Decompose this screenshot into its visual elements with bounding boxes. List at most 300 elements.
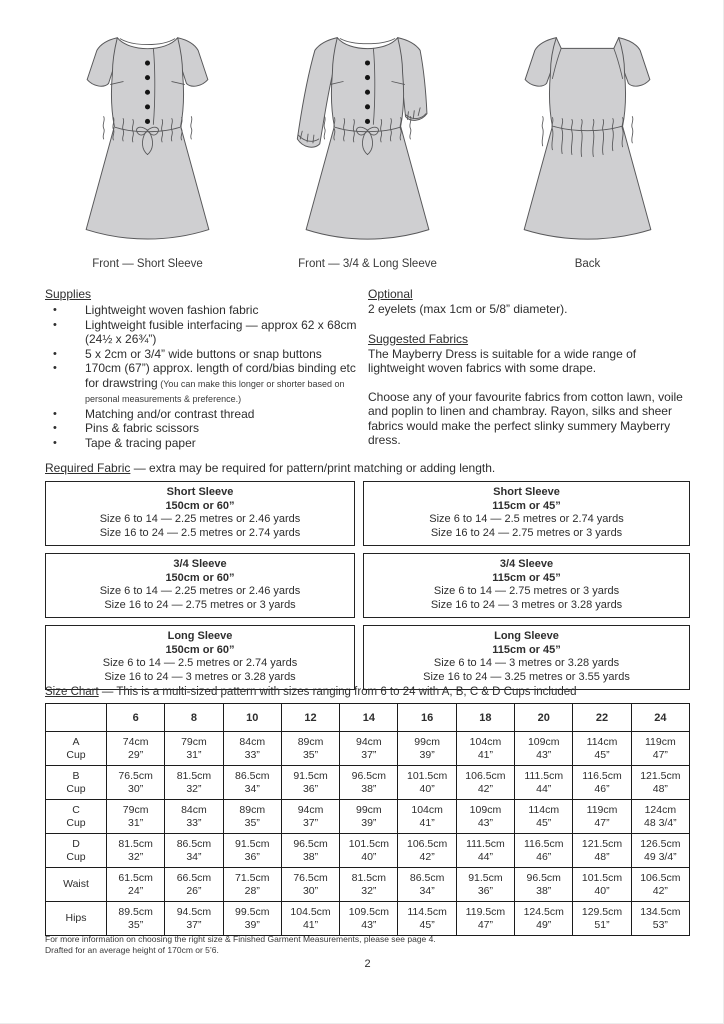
supplies-column [45,287,363,462]
dress-front-short-sleeve-illustration [55,24,240,253]
size-chart-cell-cm: 101.5cm [406,770,448,782]
size-chart-cell-cm: 74cm [122,736,149,748]
fabric-requirement-box [363,481,690,546]
bullet-icon: • [53,362,57,374]
size-chart-cell [223,766,281,800]
figure-front-long-sleeve [255,24,480,276]
suggested-fabrics-heading: Suggested Fabrics [368,331,469,346]
size-chart-cell [107,902,165,936]
size-chart-cell [223,732,281,766]
fabric-requirements-grid [45,481,690,690]
size-chart-row-label-line: A [72,736,80,748]
size-chart-cell [340,800,398,834]
size-chart-cell-cm: 114cm [528,804,560,816]
suggested-fabrics-paragraph: Choose any of your favourite fabrics from cotton lawn, voile and poplin to linen and chambray. Rayon, silks and sheer fabrics would make the perfect slinky summery Mayberry dress. [368,389,683,447]
size-chart-cell-cm: 84cm [239,736,266,748]
supplies-item-text: Lightweight fusible interfacing — approx 62 x 68cm (24½ x 26¾”) [85,317,357,346]
size-chart-cell-cm: 116.5cm [582,770,622,782]
supplies-heading: Supplies [45,287,92,301]
size-chart-cell-inches: 29” [128,748,144,761]
supplies-item-text: Tape & tracing paper [85,435,196,450]
size-chart-row [46,732,690,766]
fabric-requirement-box [45,553,355,618]
size-chart-cell-cm: 116.5cm [523,838,564,850]
size-chart-cell [398,834,456,868]
fabric-requirement-box [45,625,355,690]
size-chart-cell [515,766,573,800]
supplies-item-text: Matching and/or contrast thread [85,406,255,421]
size-chart-heading [45,686,690,698]
size-chart-cell [340,868,398,902]
fabric-box-size-line: Size 6 to 14 — 2.25 metres or 2.46 yards [99,585,301,597]
size-chart-column-header: 16 [398,704,456,732]
size-chart-cell [398,800,456,834]
page-footer [45,934,690,970]
size-chart-cell-cm: 106.5cm [640,872,681,884]
size-chart-cell [340,902,398,936]
size-chart-cell-inches: 43” [361,918,377,931]
size-chart-cell-cm: 79cm [122,804,149,816]
size-chart-cell-cm: 89cm [239,804,266,816]
size-chart-row [46,834,690,868]
size-chart-cell-inches: 30” [128,782,144,795]
fabric-box-title: Short Sleeve [166,486,234,498]
size-chart-cell-inches: 43” [477,816,494,829]
size-chart-cell [398,902,456,936]
size-chart-cell-inches: 31” [128,816,144,829]
size-chart-cell-cm: 104cm [469,736,502,748]
size-chart-cell-cm: 81.5cm [351,872,387,884]
size-chart-cell [515,834,573,868]
bullet-icon: • [53,407,57,420]
size-chart-cell-cm: 114cm [586,736,618,748]
size-chart-cell-inches: 47” [477,918,494,931]
size-chart-cell [165,834,223,868]
size-chart-cell-cm: 66.5cm [176,872,212,884]
size-chart-cell-cm: 61.5cm [118,872,153,884]
size-chart-cell-inches: 39” [244,918,260,931]
page-number: 2 [364,958,371,970]
fabric-box-size-line: Size 16 to 24 — 2.75 metres or 3 yards [104,598,296,611]
size-chart-cell [165,732,223,766]
size-chart-cell-inches: 43” [536,748,552,761]
size-chart-column-header: 24 [631,704,689,732]
size-chart-row-label-line: Cup [66,850,86,863]
size-chart-column-header: 6 [107,704,165,732]
footer-note-sizing: For more information on choosing the right size & Finished Garment Measurements, please see page 4. [45,934,436,944]
size-chart-cell-inches: 24” [128,884,144,897]
size-chart-cell-cm: 134.5cm [640,906,681,918]
size-chart-cell [340,732,398,766]
size-chart-cell-inches: 34” [244,782,260,795]
fabric-box-title: 3/4 Sleeve [499,558,554,570]
size-chart-cell-cm: 121.5cm [581,838,623,850]
bullet-icon: • [53,304,57,316]
size-chart-cell-inches: 42” [652,884,668,897]
fabric-box-title: Long Sleeve [167,630,233,642]
size-chart-cell [340,766,398,800]
size-chart-cell [631,902,689,936]
size-chart-cell-cm: 111.5cm [524,770,564,782]
size-chart-row-label [46,834,107,868]
optional-heading: Optional [368,287,413,301]
size-chart-row [46,868,690,902]
size-chart-heading-label: Size Chart [45,686,99,698]
size-chart-cell-cm: 104.5cm [290,906,331,918]
size-chart-cell-inches: 49” [536,918,552,931]
fabric-box-size-line: Size 16 to 24 — 2.5 metres or 2.74 yards [99,526,301,539]
bullet-icon: • [53,347,57,360]
size-chart-cell [281,766,339,800]
size-chart-column-header: 8 [165,704,223,732]
size-chart-cell [398,868,456,902]
required-fabric-section [45,461,690,690]
size-chart-cell-cm: 119cm [586,804,618,816]
fabric-box-size-line: Size 16 to 24 — 2.75 metres or 3 yards [430,526,623,539]
size-chart-cell [165,868,223,902]
size-chart-cell-cm: 126.5cm [640,838,681,850]
size-chart-cell-cm: 101.5cm [581,872,623,884]
required-fabric-heading [45,461,690,475]
fabric-requirement-box [45,481,355,546]
figure-caption: Front — 3/4 & Long Sleeve [298,258,437,270]
fabrics-column [368,287,690,462]
fabric-box-width: 150cm or 60” [165,571,235,584]
size-chart-cell-inches: 53” [652,918,668,931]
size-chart-cell [631,766,689,800]
size-chart-cell-inches: 47” [594,816,610,829]
size-chart-cell [515,732,573,766]
size-chart-cell-cm: 76.5cm [118,770,153,782]
size-chart-cell [107,732,165,766]
size-chart-cell-cm: 99.5cm [235,906,270,918]
fabric-box-width: 150cm or 60” [165,643,235,656]
supplies-item [45,436,363,451]
size-chart-cell-inches: 30” [302,884,319,897]
size-chart-cell-inches: 38” [302,850,319,863]
supplies-list [45,303,363,450]
size-chart-column-header: 10 [223,704,281,732]
supplies-item-text: 170cm (67”) approx. length of cord/bias binding etc for drawstring [85,361,356,390]
size-chart-cell-cm: 124.5cm [523,906,564,918]
size-chart-cell-inches: 35” [244,816,260,829]
size-chart-column-header: 22 [573,704,631,732]
size-chart-row-label-line: C [72,804,80,816]
size-chart-cell-inches: 35” [302,748,319,761]
size-chart-cell [223,902,281,936]
dress-front-long-sleeve-illustration [270,24,465,253]
size-chart-cell-cm: 104cm [411,804,443,816]
size-chart-corner-cell [46,704,107,732]
size-chart-row-label-line: Cup [66,816,86,829]
size-chart-cell [165,800,223,834]
size-chart-cell-inches: 34” [419,884,435,897]
size-chart-cell [573,766,631,800]
size-chart-row-label-line: D [72,838,80,850]
size-chart-cell-inches: 37” [186,918,202,931]
size-chart-row [46,800,690,834]
size-chart-cell [107,834,165,868]
size-chart-cell-inches: 36” [477,884,494,897]
size-chart-table [45,703,690,936]
size-chart-cell [107,766,165,800]
size-chart-row-label [46,732,107,766]
size-chart-cell-inches: 41” [419,816,435,829]
size-chart-cell [223,834,281,868]
size-chart-cell [281,834,339,868]
size-chart-cell-inches: 36” [302,782,319,795]
size-chart-row-label-line: B [72,770,80,782]
size-chart-cell-cm: 99cm [355,804,382,816]
size-chart-cell-inches: 42” [477,782,494,795]
size-chart-cell-inches: 39” [419,748,435,761]
size-chart-cell-cm: 86.5cm [409,872,445,884]
size-chart-cell-cm: 81.5cm [176,770,212,782]
fabric-box-size-line: Size 6 to 14 — 2.25 metres or 2.46 yards [99,513,301,525]
size-chart-row-label [46,868,107,902]
size-chart-cell [281,800,339,834]
size-chart-cell-inches: 32” [361,884,377,897]
size-chart-cell [456,800,514,834]
dress-back-illustration [490,24,685,253]
supplies-item [45,361,363,407]
fabric-box-size-line: Size 16 to 24 — 3.25 metres or 3.55 yards [423,670,630,683]
fabric-box-width: 115cm or 45” [492,643,561,656]
required-fabric-heading-note: — extra may be required for pattern/print matching or adding length. [130,461,496,475]
size-chart-column-header: 18 [456,704,514,732]
size-chart-cell-inches: 41” [477,748,494,761]
size-chart-cell-cm: 91.5cm [293,770,328,782]
size-chart-cell-inches: 49 3/4” [643,850,677,863]
size-chart-row-label-line: Cup [66,782,86,795]
size-chart-section [45,686,690,936]
size-chart-cell-inches: 45” [419,918,435,931]
size-chart-cell [281,868,339,902]
figure-caption: Front — Short Sleeve [92,258,203,270]
size-chart-cell [515,902,573,936]
size-chart-row-label-line: Waist [63,878,89,891]
supplies-item [45,421,363,436]
bullet-icon: • [53,422,57,434]
size-chart-cell-inches: 48” [652,782,668,795]
fabric-box-size-line: Size 6 to 14 — 2.5 metres or 2.74 yards [429,513,624,525]
size-chart-row [46,902,690,936]
size-chart-cell-inches: 33” [186,816,202,829]
size-chart-cell [107,868,165,902]
size-chart-cell [573,868,631,902]
size-chart-cell-cm: 89cm [297,736,324,748]
size-chart-cell [165,902,223,936]
supplies-item-text: Lightweight woven fashion fabric [85,303,259,317]
size-chart-cell-cm: 94.5cm [176,906,212,918]
size-chart-cell [573,902,631,936]
fabric-box-size-line: Size 6 to 14 — 3 metres or 3.28 yards [433,657,620,669]
size-chart-cell [631,834,689,868]
figure-caption: Back [574,258,601,270]
size-chart-cell-inches: 41” [302,918,319,931]
size-chart-row-label [46,766,107,800]
size-chart-cell-inches: 31” [186,748,202,761]
size-chart-cell-cm: 109.5cm [348,906,389,918]
size-chart-cell-inches: 28” [244,884,260,897]
figure-front-short-sleeve [45,24,250,276]
size-chart-cell-cm: 101.5cm [348,838,389,850]
size-chart-cell [631,868,689,902]
fabric-box-width: 150cm or 60” [165,499,235,512]
size-chart-cell [340,834,398,868]
size-chart-column-header: 14 [340,704,398,732]
size-chart-cell-inches: 34” [186,850,202,863]
fabric-box-width: 115cm or 45” [492,571,561,584]
size-chart-cell-inches: 42” [419,850,435,863]
size-chart-cell-cm: 119cm [644,736,676,748]
size-chart-cell [456,834,514,868]
fabric-box-title: Long Sleeve [494,630,559,642]
size-chart-row-label-line: Cup [66,748,86,761]
size-chart-cell-inches: 36” [244,850,260,863]
size-chart-cell-inches: 51” [594,918,610,931]
size-chart-cell-cm: 114.5cm [407,906,447,918]
size-chart-cell [107,800,165,834]
size-chart-cell-inches: 38” [536,884,552,897]
required-fabric-heading-label: Required Fabric [45,461,131,475]
supplies-item [45,347,363,362]
size-chart-cell-cm: 91.5cm [235,838,270,850]
fabric-requirement-box [363,625,690,690]
fabric-box-size-line: Size 16 to 24 — 3 metres or 3.28 yards [104,670,296,683]
fabric-box-size-line: Size 16 to 24 — 3 metres or 3.28 yards [430,598,623,611]
supplies-item [45,318,363,347]
size-chart-cell [631,800,689,834]
supplies-and-fabrics-section [45,287,690,462]
size-chart-cell-inches: 39” [361,816,377,829]
size-chart-cell-cm: 96.5cm [351,770,387,782]
size-chart-cell-cm: 81.5cm [118,838,153,850]
fabric-box-width: 115cm or 45” [492,499,561,512]
size-chart-cell-inches: 46” [594,782,610,795]
size-chart-cell [223,800,281,834]
size-chart-cell [281,732,339,766]
fabric-box-size-line: Size 6 to 14 — 2.75 metres or 3 yards [433,585,620,597]
size-chart-cell-cm: 96.5cm [526,872,561,884]
size-chart-cell-inches: 40” [361,850,377,863]
size-chart-cell-cm: 94cm [297,804,324,816]
size-chart-cell-cm: 86.5cm [176,838,212,850]
size-chart-cell-inches: 40” [419,782,435,795]
size-chart-cell-inches: 44” [536,782,552,795]
size-chart-cell-cm: 121.5cm [640,770,681,782]
size-chart-cell-inches: 33” [244,748,260,761]
size-chart-cell-inches: 32” [128,850,144,863]
size-chart-cell [573,834,631,868]
size-chart-row-label [46,902,107,936]
size-chart-cell-cm: 106.5cm [406,838,448,850]
fabric-box-size-line: Size 6 to 14 — 2.5 metres or 2.74 yards [102,657,298,669]
supplies-item-note: (You can make this longer or shorter based on personal measurements & preference.) [85,378,345,404]
size-chart-cell [165,766,223,800]
supplies-item-text: Pins & fabric scissors [85,421,200,435]
size-chart-cell-cm: 129.5cm [581,906,623,918]
size-chart-cell-inches: 37” [361,748,377,761]
supplies-item [45,303,363,318]
dress-illustrations-section [45,24,690,276]
size-chart-cell-inches: 45” [594,748,610,761]
size-chart-cell-cm: 76.5cm [293,872,328,884]
size-chart-cell [223,868,281,902]
size-chart-cell [281,902,339,936]
size-chart-cell-cm: 99cm [414,736,440,748]
size-chart-cell [631,732,689,766]
size-chart-cell-cm: 94cm [355,736,382,748]
size-chart-cell [573,732,631,766]
size-chart-column-header: 20 [515,704,573,732]
size-chart-cell-cm: 84cm [181,804,207,816]
size-chart-cell-inches: 48” [594,850,610,863]
size-chart-cell-inches: 45” [536,816,552,829]
size-chart-row-label-line: Hips [65,912,87,925]
size-chart-cell-cm: 89.5cm [118,906,153,918]
size-chart-cell [456,732,514,766]
fabric-requirement-box [363,553,690,618]
size-chart-cell [456,868,514,902]
size-chart-cell-inches: 47” [652,748,668,761]
size-chart-cell [573,800,631,834]
size-chart-cell-cm: 109cm [527,736,560,748]
size-chart-heading-note: — This is a multi-sized pattern with sizes ranging from 6 to 24 with A, B, C & D Cups included [98,686,577,698]
size-chart-cell-cm: 109cm [469,804,502,816]
size-chart-row-label [46,800,107,834]
optional-text: 2 eyelets (max 1cm or 5/8” diameter). [368,302,568,316]
size-chart-cell [515,868,573,902]
size-chart-column-header: 12 [281,704,339,732]
size-chart-cell-cm: 119.5cm [465,906,506,918]
size-chart-cell-inches: 46” [536,850,552,863]
size-chart-cell-inches: 38” [361,782,377,795]
size-chart-cell-cm: 106.5cm [465,770,506,782]
size-chart-cell-inches: 40” [594,884,610,897]
size-chart-cell-inches: 44” [477,850,494,863]
size-chart-cell-cm: 79cm [181,736,207,748]
size-chart-cell-inches: 35” [128,918,144,931]
footer-note-height: Drafted for an average height of 170cm or 5’6. [45,944,219,955]
fabric-box-title: 3/4 Sleeve [173,558,227,570]
size-chart-cell-cm: 86.5cm [235,770,270,782]
size-chart-cell [456,766,514,800]
size-chart-cell [515,800,573,834]
size-chart-cell-inches: 37” [302,816,319,829]
size-chart-cell [398,766,456,800]
fabric-box-title: Short Sleeve [493,486,560,498]
size-chart-cell-cm: 96.5cm [293,838,328,850]
figure-back [485,24,690,276]
size-chart-cell-cm: 124cm [644,804,677,816]
size-chart-cell [398,732,456,766]
size-chart-cell-inches: 26” [186,884,202,897]
size-chart-cell-inches: 32” [186,782,202,795]
size-chart-cell-cm: 91.5cm [468,872,503,884]
size-chart-cell-cm: 111.5cm [466,838,505,850]
suggested-fabrics-paragraph: The Mayberry Dress is suitable for a wide range of lightweight woven fabrics with some drape. [368,346,637,375]
bullet-icon: • [53,318,57,331]
supplies-item [45,407,363,422]
size-chart-cell [456,902,514,936]
bullet-icon: • [53,436,57,449]
size-chart-cell-inches: 48 3/4” [643,816,677,829]
supplies-item-text: 5 x 2cm or 3/4” wide buttons or snap buttons [85,346,322,361]
size-chart-cell-cm: 71.5cm [235,872,270,884]
size-chart-row [46,766,690,800]
size-chart-header-row [46,704,690,732]
